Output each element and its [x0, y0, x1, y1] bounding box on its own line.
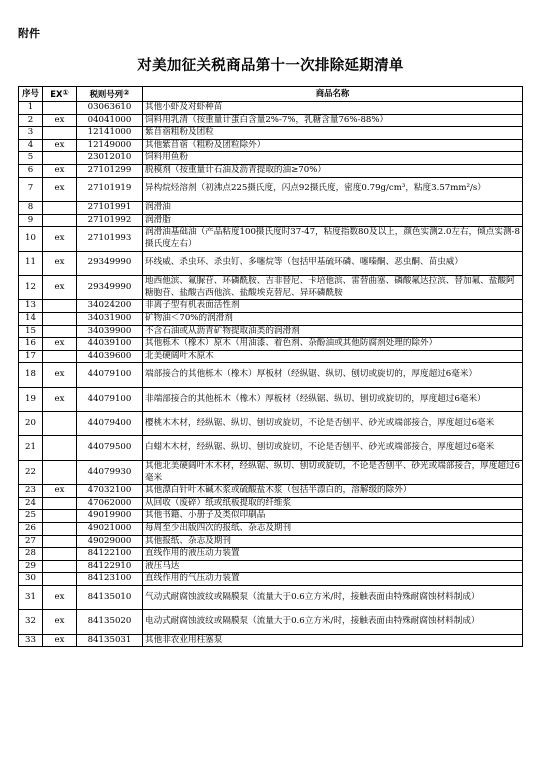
row-ex [43, 201, 77, 214]
row-seq: 1 [19, 102, 43, 115]
header-seq: 序号 [19, 87, 43, 102]
table-row [19, 201, 523, 214]
row-name: 非端部接合的其他栎木（橡木）厚板材（经纵锯、纵切、刨切或旋切的，厚度超过6毫米） [143, 387, 523, 411]
row-name: 电动式耐腐蚀波纹或隔膜泵（流量大于0.6立方米/时，接触表面由特殊耐腐蚀材料制成） [143, 610, 523, 634]
row-name: 异构烷烃溶剂（初沸点225摄氏度，闪点92摄氏度，密度0.79g/cm³，粘度3.57mm²/s） [143, 177, 523, 201]
row-ex [43, 460, 77, 484]
row-name: 不含石油或从沥青矿物提取油类的润滑剂 [143, 325, 523, 338]
row-name: 其他书籍、小册子及类似印刷品 [143, 510, 523, 523]
row-ex [43, 560, 77, 573]
row-name: 其他小虾及对虾种苗 [143, 102, 523, 115]
table-row [19, 114, 523, 127]
row-ex: ex [43, 164, 77, 177]
row-seq: 15 [19, 325, 43, 338]
header-ex-label: EX [50, 89, 63, 100]
row-code: 84135010 [77, 585, 143, 609]
row-seq: 20 [19, 412, 43, 436]
row-seq: 7 [19, 177, 43, 201]
row-code: 29349990 [77, 251, 143, 275]
table-row [19, 585, 523, 609]
table-row [19, 102, 523, 115]
row-ex [43, 325, 77, 338]
row-name: 端部接合的其他栎木（橡木）厚板材（经纵锯、纵切、刨切或旋切的，厚度超过6毫米） [143, 363, 523, 387]
attachment-label: 附件 [18, 27, 40, 40]
row-ex: ex [43, 363, 77, 387]
table-row [19, 214, 523, 227]
header-code-footnote: ② [123, 88, 130, 98]
row-ex [43, 535, 77, 548]
row-ex: ex [43, 139, 77, 152]
table-row [19, 177, 523, 201]
row-ex [43, 412, 77, 436]
row-seq: 2 [19, 114, 43, 127]
row-ex: ex [43, 177, 77, 201]
row-name: 脱模剂（按重量计石油及沥青提取的油≥70%） [143, 164, 523, 177]
row-name: 白蜡木木材，经纵锯、纵切、刨切或旋切，不论是否刨平、砂光或端部接合，厚度超过6毫米 [143, 436, 523, 460]
table-row [19, 227, 523, 251]
row-seq: 33 [19, 634, 43, 647]
row-code: 44079100 [77, 387, 143, 411]
row-name: 直线作用的液压动力装置 [143, 548, 523, 561]
row-code: 47032100 [77, 485, 143, 498]
row-ex [43, 573, 77, 586]
table-row [19, 152, 523, 165]
row-ex [43, 214, 77, 227]
row-ex [43, 510, 77, 523]
row-name: 其他北美硬阔叶木木材，经纵锯、纵切、刨切或旋切，不论是否刨平、砂光或端部接合，厚度超过6毫米 [143, 460, 523, 484]
row-ex: ex [43, 227, 77, 251]
table-row [19, 127, 523, 140]
row-ex: ex [43, 275, 77, 299]
row-code: 03063610 [77, 102, 143, 115]
table-row [19, 436, 523, 460]
table-row [19, 251, 523, 275]
row-name: 其他报纸、杂志及期刊 [143, 535, 523, 548]
table-row [19, 460, 523, 484]
row-name: 非离子型有机表面活性剂 [143, 300, 523, 313]
table-row [19, 634, 523, 647]
table-row [19, 387, 523, 411]
row-seq: 27 [19, 535, 43, 548]
row-code: 44079100 [77, 363, 143, 387]
table-row [19, 412, 523, 436]
row-code: 44039100 [77, 338, 143, 351]
table-row [19, 497, 523, 510]
table-row [19, 350, 523, 363]
row-code: 44079400 [77, 412, 143, 436]
row-name: 其他非农业用柱塞泵 [143, 634, 523, 647]
row-seq: 30 [19, 573, 43, 586]
row-ex: ex [43, 387, 77, 411]
row-name: 气动式耐腐蚀波纹或隔膜泵（流量大于0.6立方米/时，接触表面由特殊耐腐蚀材料制成） [143, 585, 523, 609]
row-ex [43, 127, 77, 140]
row-name: 饲料用鱼粉 [143, 152, 523, 165]
row-name: 北美硬阔叶木原木 [143, 350, 523, 363]
row-seq: 26 [19, 523, 43, 536]
header-name: 商品名称 [143, 87, 523, 102]
row-code: 49029000 [77, 535, 143, 548]
row-seq: 11 [19, 251, 43, 275]
row-seq: 22 [19, 460, 43, 484]
table-row [19, 275, 523, 299]
table-row [19, 325, 523, 338]
row-ex [43, 436, 77, 460]
row-seq: 24 [19, 497, 43, 510]
row-ex [43, 548, 77, 561]
row-name: 饲料用乳清（按重量计蛋白含量2%-7%，乳糖含量76%-88%） [143, 114, 523, 127]
row-seq: 4 [19, 139, 43, 152]
row-code: 49021000 [77, 523, 143, 536]
row-code: 04041000 [77, 114, 143, 127]
row-ex: ex [43, 485, 77, 498]
header-ex-footnote: ① [62, 88, 69, 98]
row-seq: 5 [19, 152, 43, 165]
row-ex: ex [43, 585, 77, 609]
row-code: 84135031 [77, 634, 143, 647]
row-name: 润滑脂 [143, 214, 523, 227]
row-seq: 17 [19, 350, 43, 363]
row-code: 12141000 [77, 127, 143, 140]
row-code: 84122100 [77, 548, 143, 561]
row-name: 润滑油基础油（产品粘度100摄氏度时37-47，粘度指数80及以上，颜色实测2.0左右，倾点实测-8摄氏度左右） [143, 227, 523, 251]
row-ex [43, 350, 77, 363]
row-code: 27101299 [77, 164, 143, 177]
row-ex [43, 523, 77, 536]
row-seq: 12 [19, 275, 43, 299]
row-seq: 16 [19, 338, 43, 351]
row-name: 其他栎木（橡木）原木（用油漆、着色剂、杂酚油或其他防腐剂处理的除外） [143, 338, 523, 351]
row-ex: ex [43, 114, 77, 127]
row-ex [43, 497, 77, 510]
header-ex [43, 87, 77, 102]
exclusion-list-table [18, 86, 523, 647]
row-seq: 10 [19, 227, 43, 251]
table-row [19, 164, 523, 177]
row-seq: 8 [19, 201, 43, 214]
row-name: 樱桃木木材，经纵锯、纵切、刨切或旋切，不论是否刨平、砂光或端部接合，厚度超过6毫米 [143, 412, 523, 436]
row-name: 紫苜蓿粗粉及团粒 [143, 127, 523, 140]
table-row [19, 548, 523, 561]
row-code: 27101993 [77, 227, 143, 251]
table-row [19, 510, 523, 523]
row-code: 34039900 [77, 325, 143, 338]
row-seq: 31 [19, 585, 43, 609]
row-seq: 6 [19, 164, 43, 177]
row-code: 23012010 [77, 152, 143, 165]
row-name: 每周至少出版四次的报纸、杂志及期刊 [143, 523, 523, 536]
row-code: 34031900 [77, 312, 143, 325]
row-seq: 3 [19, 127, 43, 140]
table-row [19, 535, 523, 548]
row-code: 44079500 [77, 436, 143, 460]
header-code-label: 税则号列 [89, 89, 124, 100]
row-name: 地西他滨、氟脲苷、环磷酰胺、吉非替尼、卡培他滨、雷替曲塞、磷酸氟达拉滨、替加氟、盐酸阿糖胞苷、盐酸吉西他滨、盐酸埃克替尼、异环磷酰胺 [143, 275, 523, 299]
row-seq: 29 [19, 560, 43, 573]
table-row [19, 363, 523, 387]
row-code: 27101919 [77, 177, 143, 201]
row-seq: 32 [19, 610, 43, 634]
row-seq: 25 [19, 510, 43, 523]
header-code [77, 87, 143, 102]
row-code: 27101992 [77, 214, 143, 227]
row-code: 84135020 [77, 610, 143, 634]
row-seq: 28 [19, 548, 43, 561]
table-row [19, 485, 523, 498]
row-seq: 19 [19, 387, 43, 411]
row-name: 从回收（废碎）纸或纸板提取的纤维浆 [143, 497, 523, 510]
row-code: 12149000 [77, 139, 143, 152]
row-seq: 13 [19, 300, 43, 313]
row-code: 84123100 [77, 573, 143, 586]
table-row [19, 139, 523, 152]
row-ex: ex [43, 251, 77, 275]
row-ex: ex [43, 338, 77, 351]
table-row [19, 300, 523, 313]
table-row [19, 560, 523, 573]
table-row [19, 312, 523, 325]
document-title: 对美加征关税商品第十一次排除延期清单 [137, 58, 404, 74]
row-ex [43, 300, 77, 313]
table-header-row [19, 87, 523, 102]
row-name: 矿物油＜70%的润滑剂 [143, 312, 523, 325]
row-code: 29349990 [77, 275, 143, 299]
row-code: 34024200 [77, 300, 143, 313]
row-code: 44039600 [77, 350, 143, 363]
row-ex [43, 312, 77, 325]
row-name: 其他紫苜蓿（粗粉及团粒除外） [143, 139, 523, 152]
row-ex [43, 102, 77, 115]
table-row [19, 338, 523, 351]
row-ex: ex [43, 634, 77, 647]
row-seq: 18 [19, 363, 43, 387]
row-code: 84122910 [77, 560, 143, 573]
row-seq: 21 [19, 436, 43, 460]
row-name: 直线作用的气压动力装置 [143, 573, 523, 586]
table-row [19, 573, 523, 586]
row-code: 47062000 [77, 497, 143, 510]
table-row [19, 610, 523, 634]
row-name: 环线威、杀虫环、杀虫钉、多噻烷等（包括甲基硫环磷、噻嗪酮、恶虫酮、苗虫威） [143, 251, 523, 275]
row-code: 44079930 [77, 460, 143, 484]
row-name: 液压马达 [143, 560, 523, 573]
row-code: 49019900 [77, 510, 143, 523]
row-name: 润滑油 [143, 201, 523, 214]
table-row [19, 523, 523, 536]
row-seq: 9 [19, 214, 43, 227]
row-name: 其他漂白针叶木碱木浆或硫酸盐木浆（包括半漂白的，溶解级的除外） [143, 485, 523, 498]
row-ex: ex [43, 610, 77, 634]
row-ex [43, 152, 77, 165]
row-seq: 23 [19, 485, 43, 498]
row-code: 27101991 [77, 201, 143, 214]
row-seq: 14 [19, 312, 43, 325]
